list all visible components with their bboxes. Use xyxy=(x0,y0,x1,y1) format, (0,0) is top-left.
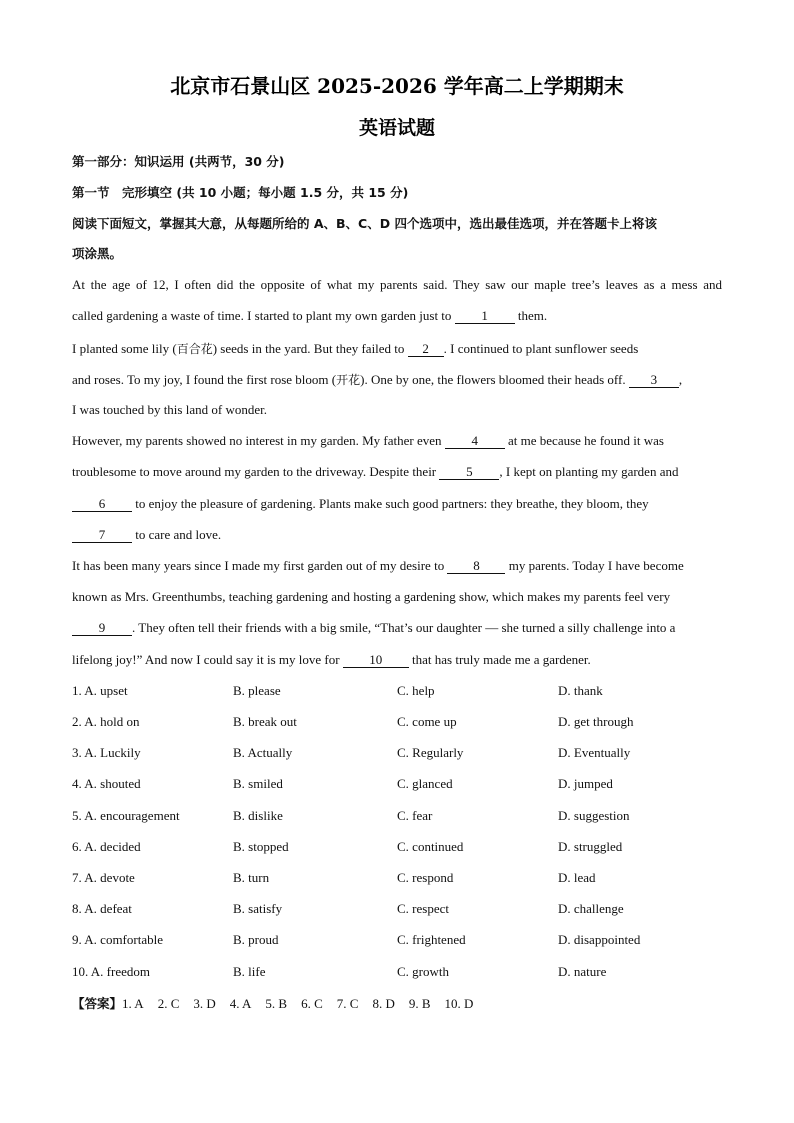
option-c: C. glanced xyxy=(397,776,453,791)
option-a: 2. A. hold on xyxy=(72,714,140,729)
option-c: C. continued xyxy=(397,839,464,854)
option-c: C. come up xyxy=(397,714,457,729)
blank-7: 7 xyxy=(72,528,132,543)
option-d: D. jumped xyxy=(558,776,613,791)
answer-key xyxy=(72,994,487,1012)
answer-label: 【答案】 xyxy=(72,996,123,1011)
passage-line xyxy=(72,652,722,668)
passage-text: ) seeds in the yard. But they failed to xyxy=(212,341,408,356)
answer-item: 10. D xyxy=(444,996,474,1011)
blank-8: 8 xyxy=(447,559,505,574)
passage-line: known as Mrs. Greenthumbs, teaching gardening and hosting a gardening show, which makes my parents feel very xyxy=(72,589,671,604)
part-heading: 第一部分：知识运用 (共两节，30 分) xyxy=(72,154,285,169)
option-b: B. life xyxy=(233,964,266,979)
blank-5: 5 xyxy=(439,465,499,480)
passage-text: to enjoy the pleasure of gardening. Plants make such good partners: they breathe, they bloom, they xyxy=(132,496,649,511)
option-d: D. suggestion xyxy=(558,808,630,823)
option-a: 4. A. shouted xyxy=(72,776,141,791)
passage-line xyxy=(72,433,722,449)
option-c: C. Regularly xyxy=(397,745,464,760)
option-row xyxy=(72,745,732,763)
passage-text: to care and love. xyxy=(132,527,222,542)
passage-text: lifelong joy!” And now I could say it is my love for xyxy=(72,652,343,667)
option-c: C. respect xyxy=(397,901,449,916)
passage-line xyxy=(72,527,722,543)
blank-2: 2 xyxy=(408,342,444,357)
option-row xyxy=(72,808,732,826)
answer-item: 4. A xyxy=(229,996,252,1011)
passage-text: , I kept on planting my garden and xyxy=(499,464,679,479)
passage-text: . I continued to plant sunflower seeds xyxy=(443,341,639,356)
passage-text: troublesome to move around my garden to the driveway. Despite their xyxy=(72,464,440,479)
option-a: 10. A. freedom xyxy=(72,964,150,979)
option-b: B. please xyxy=(233,683,281,698)
passage-text: called gardening a waste of time. I started to plant my own garden just to xyxy=(72,308,455,323)
option-d: D. challenge xyxy=(558,901,624,916)
option-a: 9. A. comfortable xyxy=(72,932,163,947)
passage-text: that has truly made me a gardener. xyxy=(408,652,591,667)
answer-item: 6. C xyxy=(301,996,323,1011)
passage-line: I was touched by this land of wonder. xyxy=(72,402,267,417)
passage-text: at me because he found it was xyxy=(504,433,664,448)
passage-text: ). One by one, the flowers bloomed their heads off. xyxy=(360,372,629,387)
passage-text: them. xyxy=(514,308,548,323)
option-row xyxy=(72,932,732,950)
instruction-line-1: 阅读下面短文，掌握其大意，从每题所给的 A、B、C、D 四个选项中，选出最佳选项，并在答题卡上将该 xyxy=(72,216,657,231)
blank-10: 10 xyxy=(343,653,409,668)
passage-text: It has been many years since I made my first garden out of my desire to xyxy=(72,558,448,573)
passage-text: my parents. Today I have become xyxy=(505,558,684,573)
option-row xyxy=(72,776,732,794)
passage-line xyxy=(72,496,722,512)
answer-item: 9. B xyxy=(408,996,431,1011)
exam-title: 北京市石景山区 2025-2026 学年高二上学期期末 xyxy=(170,74,624,98)
option-c: C. fear xyxy=(397,808,433,823)
passage-text: I planted some lily ( xyxy=(72,341,177,356)
blank-3: 3 xyxy=(629,373,679,388)
option-b: B. satisfy xyxy=(233,901,283,916)
option-a: 6. A. decided xyxy=(72,839,141,854)
answer-item: 3. D xyxy=(193,996,216,1011)
instruction-line-2: 项涂黑。 xyxy=(72,246,123,261)
blank-9: 9 xyxy=(72,621,132,636)
passage-line xyxy=(72,308,722,324)
passage-line xyxy=(72,371,722,388)
option-row xyxy=(72,839,732,857)
answer-item: 2. C xyxy=(157,996,180,1011)
passage-line: At the age of 12, I often did the opposite of what my parents said. They saw our maple tree’s leaves as a mess and xyxy=(72,277,722,292)
option-b: B. turn xyxy=(233,870,270,885)
chinese-gloss: 百合花 xyxy=(176,342,213,356)
exam-subtitle: 英语试题 xyxy=(358,117,435,139)
option-row xyxy=(72,683,732,701)
section-heading: 第一节 完形填空 (共 10 小题；每小题 1.5 分，共 15 分) xyxy=(72,185,409,200)
option-d: D. Eventually xyxy=(558,745,631,760)
answer-item: 1. A xyxy=(122,996,144,1011)
passage-line xyxy=(72,620,722,636)
option-c: C. respond xyxy=(397,870,454,885)
option-b: B. dislike xyxy=(233,808,283,823)
chinese-gloss: 开花 xyxy=(336,373,361,387)
answer-item: 7. C xyxy=(336,996,359,1011)
option-d: D. nature xyxy=(558,964,607,979)
option-row xyxy=(72,714,732,732)
option-a: 5. A. encouragement xyxy=(72,808,180,823)
passage-text: , xyxy=(678,372,683,387)
passage-text: . They often tell their friends with a big smile, “That’s our daughter — she turned a silly challenge into a xyxy=(132,620,676,635)
option-a: 8. A. defeat xyxy=(72,901,132,916)
answer-item: 5. B xyxy=(265,996,288,1011)
option-row xyxy=(72,870,732,888)
blank-6: 6 xyxy=(72,497,132,512)
option-c: C. frightened xyxy=(397,932,466,947)
option-a: 7. A. devote xyxy=(72,870,135,885)
option-a: 3. A. Luckily xyxy=(72,745,141,760)
option-d: D. disappointed xyxy=(558,932,641,947)
option-b: B. stopped xyxy=(233,839,289,854)
option-d: D. get through xyxy=(558,714,634,729)
option-d: D. thank xyxy=(558,683,603,698)
option-row xyxy=(72,901,732,919)
blank-1: 1 xyxy=(455,309,515,324)
option-b: B. smiled xyxy=(233,776,283,791)
option-b: B. proud xyxy=(233,932,279,947)
blank-4: 4 xyxy=(445,434,505,449)
passage-text: However, my parents showed no interest in my garden. My father even xyxy=(72,433,445,448)
option-b: B. Actually xyxy=(233,745,293,760)
option-d: D. lead xyxy=(558,870,596,885)
option-row xyxy=(72,964,732,982)
option-b: B. break out xyxy=(233,714,297,729)
option-c: C. growth xyxy=(397,964,449,979)
passage-line xyxy=(72,340,722,357)
passage-text: and roses. To my joy, I found the first rose bloom ( xyxy=(72,372,337,387)
option-c: C. help xyxy=(397,683,435,698)
answer-item: 8. D xyxy=(372,996,395,1011)
passage-line xyxy=(72,464,722,480)
passage-line xyxy=(72,558,722,574)
option-a: 1. A. upset xyxy=(72,683,128,698)
option-d: D. struggled xyxy=(558,839,623,854)
